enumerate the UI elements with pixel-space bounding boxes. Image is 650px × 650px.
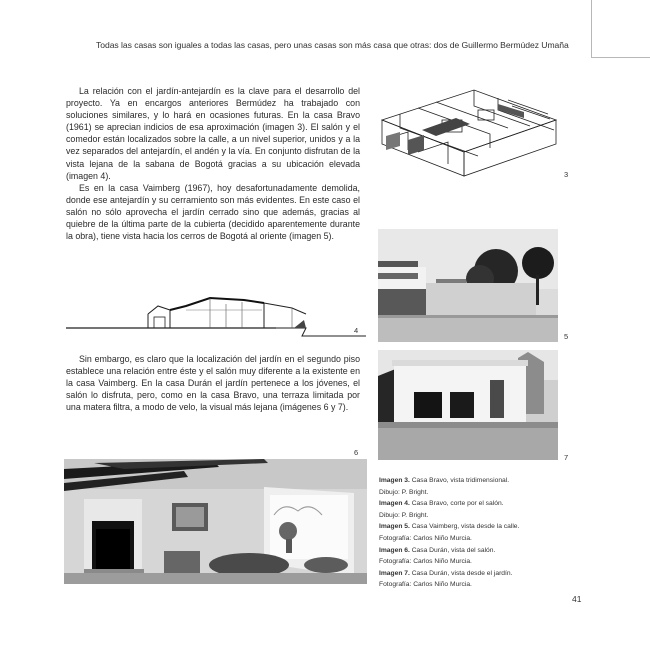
figure-4-number: 4 bbox=[354, 326, 359, 335]
paragraph-3: Sin embargo, es claro que la localización del jardín en el segundo piso establece una relación entre éste y el salón muy diferente a la existente en la casa Vaimberg. En la casa Durán el jardín pertenece a los jóvenes, el salón lo disfruta, pero, como en la casa Bravo, una terraza limitada por una matera filtra, a modo de velo, la visual más lejana (imágenes 6 y 7). bbox=[66, 354, 360, 413]
corner-rule-horizontal bbox=[591, 57, 650, 58]
figure-6-number: 6 bbox=[354, 448, 359, 457]
corner-rule-vertical bbox=[591, 0, 592, 58]
credit-imagen-4: Dibujo: P. Bright. bbox=[379, 511, 429, 519]
paragraph-2: Es en la casa Vaimberg (1967), hoy desafortunadamente demolida, donde ese antejardín y su cerramiento son más evidentes. En este caso el salón no sólo aprovecha el jardín cerrado sino que además, gracias al quiebre de la última parte de la cubierta (decidido aparentemente durante la obra), tiene vista hacia los cerros de Bogotá al oriente (imagen 5). bbox=[66, 182, 360, 242]
caption-imagen-7: Imagen 7. Casa Durán, vista desde el jardín. bbox=[379, 569, 513, 577]
body-text-column-bottom bbox=[66, 353, 360, 413]
credit-imagen-3: Dibujo: P. Bright. bbox=[379, 488, 429, 496]
figure-5-street-photo bbox=[378, 229, 558, 342]
page-number: 41 bbox=[572, 594, 582, 604]
caption-imagen-3: Imagen 3. Casa Bravo, vista tridimensional. bbox=[379, 477, 510, 484]
figure-6-interior-photo bbox=[64, 459, 367, 584]
caption-imagen-4: Imagen 4. Casa Bravo, corte por el salón. bbox=[379, 500, 504, 508]
credit-imagen-7: Fotografía: Carlos Niño Murcia. bbox=[379, 581, 472, 589]
credit-imagen-5: Fotografía: Carlos Niño Murcia. bbox=[379, 534, 472, 542]
caption-imagen-5: Imagen 5. Casa Vaimberg, vista desde la calle. bbox=[379, 523, 520, 531]
running-header: Todas las casas son iguales a todas las casas, pero unas casas son más casa que otras: dos de Guillermo Bermúdez Umaña bbox=[96, 40, 569, 50]
figure-3-axonometric-drawing bbox=[378, 80, 560, 190]
figure-7-garden-photo bbox=[378, 350, 558, 460]
figure-5-number: 5 bbox=[564, 332, 569, 341]
figure-3-number: 3 bbox=[564, 170, 569, 179]
figure-4-section-drawing bbox=[66, 280, 366, 338]
credit-imagen-6: Fotografía: Carlos Niño Murcia. bbox=[379, 558, 472, 566]
figure-7-number: 7 bbox=[564, 453, 569, 462]
body-text-column-top bbox=[66, 85, 360, 242]
figure-captions bbox=[379, 475, 579, 591]
caption-imagen-6: Imagen 6. Casa Durán, vista del salón. bbox=[379, 546, 496, 554]
paragraph-1: La relación con el jardín-antejardín es la clave para el desarrollo del proyecto. Ya en encargos anteriores Bermúdez ha trabajado con soluciones similares, y lo hará en ocasiones futuras. En la casa Bravo (1961) se aprecian indicios de esa aproximación (imagen 3). El salón y el comedor están localizados sobre la calle, a un nivel superior, unidos y a la vez separados del antejardín, el andén y la vía. En conjunto disfrutan de la vista lejana de la sabana de Bogotá gracias a su ubicación elevada (imagen 4). bbox=[66, 86, 360, 181]
